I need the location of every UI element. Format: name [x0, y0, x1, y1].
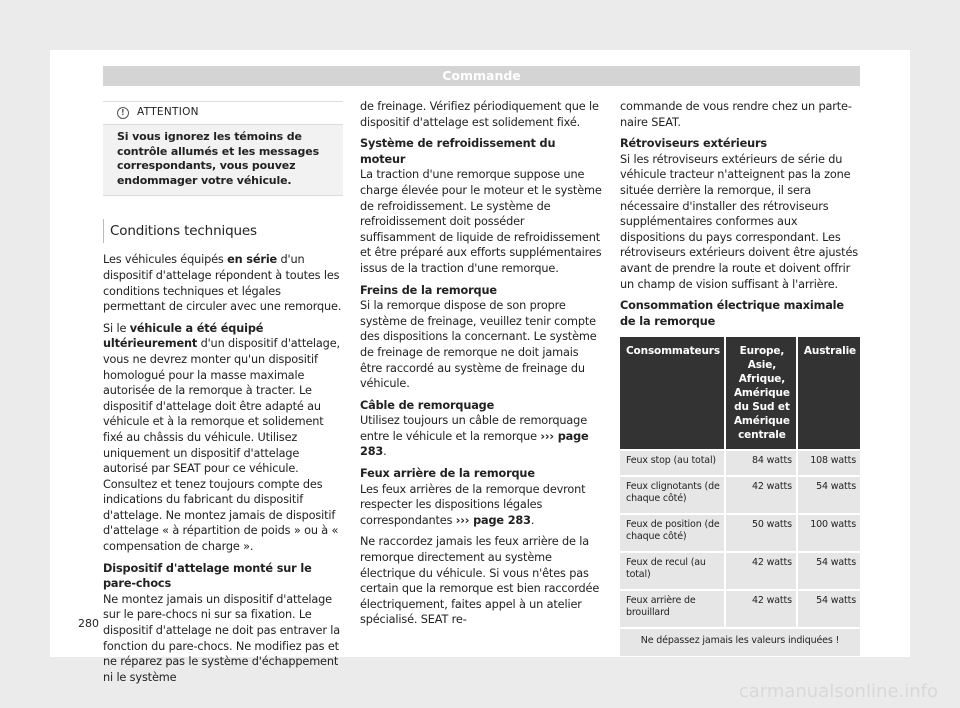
table-cell: 42 watts: [725, 552, 797, 590]
warning-header: [103, 102, 343, 125]
warning-box: [103, 101, 343, 196]
text: Utilisez toujours un câble de remorquage entre le véhicule et la remorque: [360, 414, 587, 443]
paragraph: Si les rétroviseurs extérieurs de série du véhicule tracteur n'atteignent pas la zone située derrière la remorque, il sera nécessaire d'installer des rétroviseurs supplémentaires conformes aux dispositions du pays correspondant. Les rétroviseurs extérieurs doivent être ajustés avant de prendre la route et doivent offrir un champ de vision suffisant à l'arrière.: [620, 152, 858, 291]
watermark: carmanualsonline.info: [738, 681, 938, 702]
exclamation-icon: !: [117, 107, 129, 119]
table-cell: 100 watts: [797, 514, 860, 552]
table-cell: 42 watts: [725, 476, 797, 514]
text: Les feux arrières de la remorque devront respecter les dispositions légales correspondantes: [360, 482, 586, 527]
table-cell: 54 watts: [797, 552, 860, 590]
subheading: Système de refroidissement du moteur: [360, 137, 556, 166]
table-header-cell: Consommateurs: [620, 337, 725, 450]
page-header: Commande: [103, 66, 860, 86]
text: d'un dispositif d'attelage répondent à toutes les conditions techniques et légales permettant de circuler avec une remorque.: [103, 253, 342, 314]
table-header-row: [620, 337, 860, 450]
table-header-cell: Australie: [797, 337, 860, 450]
page-number: 280: [78, 617, 99, 630]
consumption-table: [620, 337, 860, 656]
table-cell: 54 watts: [797, 476, 860, 514]
table-row: [620, 476, 860, 514]
table-row: [620, 450, 860, 476]
table-cell: Feux arrière de brouillard: [620, 590, 725, 628]
section-title: [103, 222, 343, 240]
text: .: [530, 513, 535, 527]
paragraph: [103, 321, 343, 555]
text: d'un dispositif d'attelage, vous ne devrez monter qu'un dispositif homologué pour la masse maximale autorisée de la remorque à tracter. Le dispositif d'attelage doit être adapté au véhicule et à la remorque et solidement fixé au châssis du véhicule. Utilisez uniquement un dispositif d'attelage autorisé par SEAT pour ce véhicule. Consultez et tenez toujours compte des indications du fabricant du dispositif d'attelage. Ne montez jamais de dispositif d'attelage « à répartition de poids » ou à « compensation de charge ».: [103, 337, 340, 554]
warning-label: ATTENTION: [137, 106, 199, 119]
column-1: [103, 101, 343, 691]
bold-text: véhicule a été équipé ultérieurement: [103, 321, 264, 351]
paragraph: Ne raccordez jamais les feux arrière de la remorque directement au système électrique du véhicule. Si vous n'êtes pas certain que la remorque est bien raccordée électriquement, faites appel à un atelier spécialisé. SEAT re-: [360, 535, 600, 627]
text: Si le: [103, 321, 130, 335]
paragraph: [360, 413, 602, 460]
subheading: Consommation électrique maximale de la remorque: [620, 299, 844, 328]
paragraph: La traction d'une remorque suppose une charge élevée pour le moteur et le système de refroidissement. Le système de refroidissement doit posséder suffisamment de liquide de refroidissement et être préparé aux efforts supplémentaires issus de la traction d'une remorque.: [360, 168, 602, 275]
table-header-cell: Europe, Asie, Afrique, Amérique du Sud et Amérique centrale: [725, 337, 797, 450]
paragraph: Ne montez jamais un dispositif d'attelage sur le pare-chocs ni sur sa fixation. Le dispositif d'attelage ne doit pas entraver la fonction du pare-chocs. Ne modifiez pas et ne réparez pas le système d'échappement ni le système: [103, 592, 341, 684]
table-cell: 108 watts: [797, 450, 860, 476]
table-row: [620, 590, 860, 628]
section-title-text: Conditions techniques: [110, 223, 257, 240]
subheading: Feux arrière de la remorque: [360, 467, 535, 481]
table-cell: Feux stop (au total): [620, 450, 725, 476]
table-cell: Feux de recul (au total): [620, 552, 725, 590]
paragraph: Si la remorque dispose de son propre système de freinage, veuillez tenir compte des dispositions la concernant. Le système de freinage de remorque ne doit jamais être raccordé au système de freinage du véhicule.: [360, 299, 597, 391]
table-footer-note: Ne dépassez jamais les valeurs indiquées !: [620, 628, 860, 656]
paragraph: de freinage. Vérifiez périodiquement que le dispositif d'attelage est solidement fixé.: [360, 100, 599, 129]
column-2: [360, 99, 602, 634]
text: Les véhicules équipés: [103, 253, 228, 267]
paragraph: [103, 252, 343, 314]
page-link[interactable]: ››› page 283: [455, 513, 531, 527]
text: .: [383, 445, 387, 459]
column-3: [620, 99, 860, 656]
subheading: Dispositif d'attelage monté sur le pare-chocs: [103, 561, 312, 591]
table-cell: 42 watts: [725, 590, 797, 628]
table-cell: Feux de position (de chaque côté): [620, 514, 725, 552]
table-cell: 50 watts: [725, 514, 797, 552]
table-cell: 54 watts: [797, 590, 860, 628]
subheading: Freins de la remorque: [360, 283, 497, 297]
table-footer-row: [620, 628, 860, 656]
table-row: [620, 552, 860, 590]
page-link[interactable]: ››› page 283: [360, 429, 589, 459]
paragraph: [360, 482, 602, 529]
subheading: Câble de remorquage: [360, 398, 495, 412]
table-cell: Feux clignotants (de chaque côté): [620, 476, 725, 514]
table-row: [620, 514, 860, 552]
bold-text: en série: [227, 253, 278, 267]
table-cell: 84 watts: [725, 450, 797, 476]
paragraph: commande de vous rendre chez un partenaire SEAT.: [620, 100, 852, 129]
warning-text: Si vous ignorez les témoins de contrôle allumés et les messages correspondants, vous pouvez endommager votre véhicule.: [117, 130, 319, 187]
subheading: Rétroviseurs extérieurs: [620, 137, 767, 151]
